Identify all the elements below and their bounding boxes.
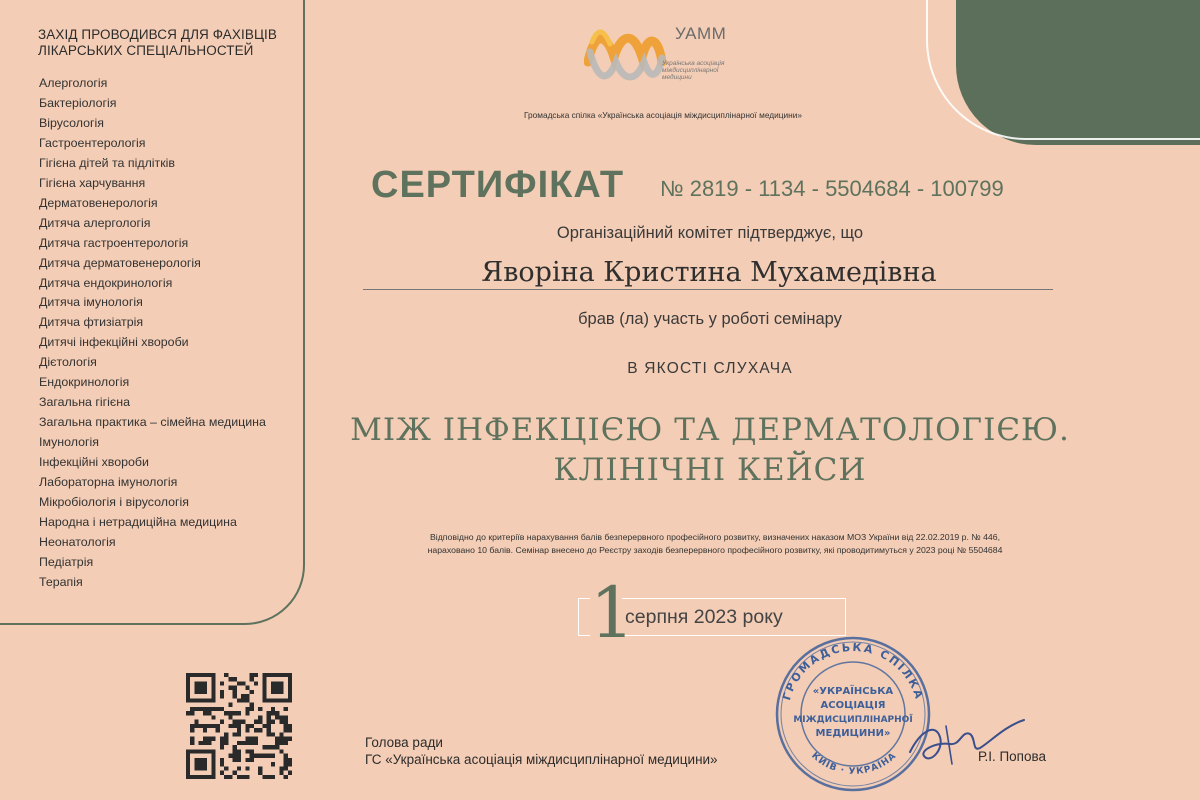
- specialties-list: [39, 74, 266, 593]
- specialty-item: Гігієна дітей та підлітків: [39, 155, 175, 170]
- signatory-title-line-2: ГС «Українська асоціація міждисциплінарної медицини»: [365, 751, 718, 767]
- specialty-item: Мікробіологія і вірусологія: [39, 495, 189, 510]
- signatory-title-line-1: Голова ради: [365, 735, 443, 750]
- specialty-item: Гастроентерологія: [39, 135, 146, 150]
- specialty-item: Вірусологія: [39, 115, 105, 130]
- seminar-title-line-1: МІЖ ІНФЕКЦІЄЮ ТА ДЕРМАТОЛОГІЄЮ.: [350, 412, 1070, 448]
- criteria-line-2: нараховано 10 балів. Семінар внесено до Реєстру заходів безперервного професійного розвитку, які проводитимуться у 2023 році № 5504684: [427, 545, 1003, 555]
- criteria-line-1: Відповідно до критеріїв нарахування балів безперервного професійного розвитку, визначених наказом МОЗ України від 22.02.2019 р. № 446,: [430, 532, 1000, 542]
- specialty-item: Ендокринологія: [39, 375, 130, 390]
- specialty-item: Дитяча ендокринологія: [39, 275, 173, 290]
- date-text: серпня 2023 року: [625, 606, 783, 628]
- specialty-item: Терапія: [39, 574, 83, 589]
- specialty-item: Бактеріологія: [39, 95, 117, 110]
- confirmation-text: Організаційний комітет підтверджує, що: [556, 224, 864, 242]
- specialty-item: Загальна практика – сімейна медицина: [39, 415, 266, 430]
- svg-text:АСОЦІАЦІЯ: АСОЦІАЦІЯ: [820, 700, 886, 711]
- specialty-item: Дитяча фтизіатрія: [39, 315, 144, 330]
- participation-text: брав (ла) участь у роботі семінару: [578, 310, 842, 328]
- specialty-item: Дитяча імунологія: [39, 295, 143, 310]
- participant-role: В ЯКОСТІ СЛУХАЧА: [627, 360, 793, 377]
- specialty-item: Дієтологія: [39, 355, 97, 370]
- specialty-item: Народна і нетрадиційна медицина: [39, 514, 237, 529]
- seminar-title: [0, 410, 1200, 490]
- specialty-item: Лабораторна імунологія: [39, 475, 178, 490]
- specialty-item: Педіатрія: [39, 554, 94, 569]
- certificate-number: № 2819 - 1134 - 5504684 - 100799: [660, 176, 1004, 201]
- specialty-item: Інфекційні хвороби: [39, 455, 149, 470]
- logo-subtitle: Українська асоціація міждисциплінарної медицини: [662, 60, 725, 81]
- criteria-note: [365, 531, 1065, 557]
- certificate-title: СЕРТИФІКАТ: [371, 164, 625, 206]
- svg-text:ГРОМАДСЬКА СПІЛКА: ГРОМАДСЬКА СПІЛКА: [780, 640, 926, 702]
- svg-text:МІЖДИСЦИПЛІНАРНОЇ: МІЖДИСЦИПЛІНАРНОЇ: [793, 715, 913, 725]
- specialty-item: Загальна гігієна: [39, 395, 130, 410]
- participant-name: Яворіна Кристина Мухамедівна: [481, 257, 937, 288]
- svg-text:КИЇВ · УКРАЇНА: КИЇВ · УКРАЇНА: [809, 750, 899, 777]
- logo-name: УАММ: [675, 24, 727, 43]
- date-day: 1: [590, 572, 635, 654]
- specialty-item: Дитячі інфекційні хвороби: [39, 335, 189, 350]
- specialty-item: Дерматовенерологія: [39, 195, 158, 210]
- specialty-item: Імунологія: [39, 435, 99, 450]
- specialty-item: Алергологія: [39, 76, 108, 90]
- signer-name: Р.І. Попова: [978, 749, 1047, 764]
- organization-name: Громадська спілка «Українська асоціація міждисциплінарної медицини»: [524, 110, 802, 120]
- qr-code-icon: [186, 673, 292, 779]
- specialty-item: Дитяча гастроентерологія: [39, 235, 189, 250]
- seminar-title-line-2: КЛІНІЧНІ КЕЙСИ: [553, 452, 867, 488]
- specialty-item: Гігієна харчування: [39, 175, 146, 190]
- name-underline: [363, 289, 1053, 290]
- specialty-item: Неонатологія: [39, 534, 116, 549]
- svg-text:«УКРАЇНСЬКА: «УКРАЇНСЬКА: [812, 686, 894, 697]
- svg-text:МЕДИЦИНИ»: МЕДИЦИНИ»: [815, 728, 891, 739]
- specialty-item: Дитяча алергологія: [39, 215, 151, 230]
- signatory-title: [365, 735, 718, 768]
- specialties-heading: ЗАХІД ПРОВОДИВСЯ ДЛЯ ФАХІВЦІВ ЛІКАРСЬКИХ СПЕЦІАЛЬНОСТЕЙ: [38, 27, 278, 58]
- specialty-item: Дитяча дерматовенерологія: [39, 255, 201, 270]
